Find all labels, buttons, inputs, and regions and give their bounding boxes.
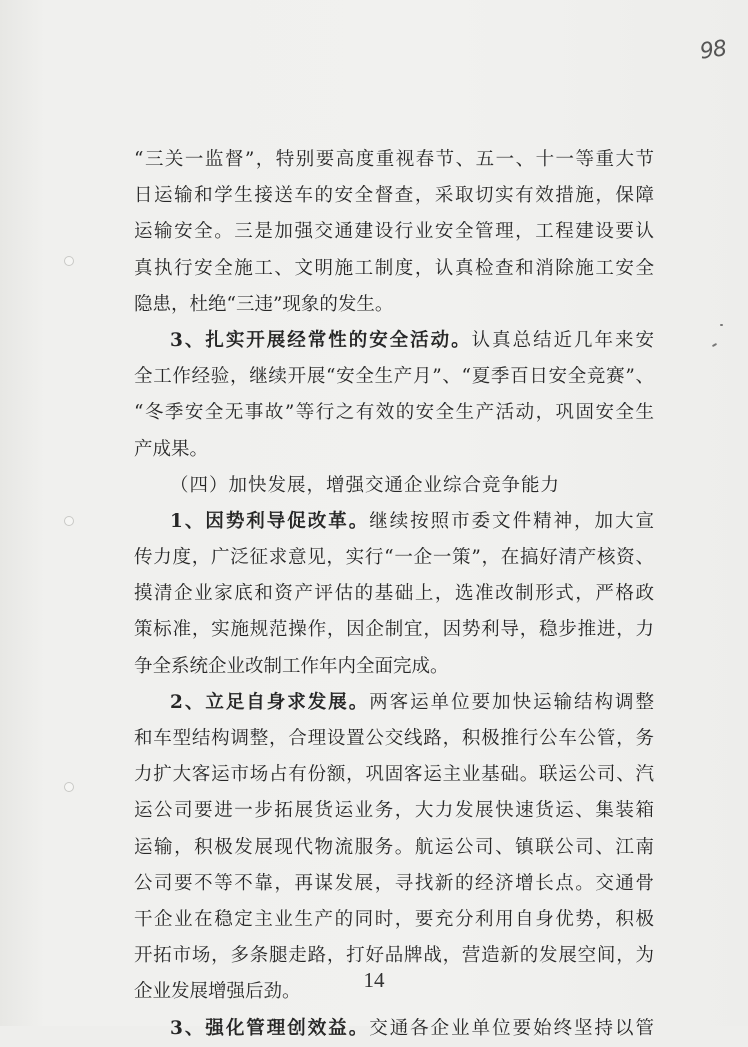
line-text: 产成果。 [134, 438, 209, 460]
document-body [134, 142, 654, 1047]
text-line [134, 757, 654, 793]
section-heading: （四）加快发展，增强交通企业综合竞争能力 [170, 474, 561, 496]
line-text: 两客运单位要加快运输结构调整 [369, 691, 656, 713]
line-text: “冬季安全无事故”等行之有效的安全生产活动，巩固安全生 [134, 402, 656, 424]
text-line [134, 830, 654, 866]
text-line [134, 902, 654, 938]
item-heading: 1、因势利导促改革。 [170, 510, 370, 532]
line-text: 交通各企业单位要始终坚持以管 [369, 1017, 656, 1039]
scan-speck [712, 343, 717, 347]
item-heading: 2、立足自身求发展。 [170, 691, 370, 713]
text-line [134, 793, 654, 829]
line-text: “三关一监督”，特别要高度重视春节、五一、十一等重大节 [134, 149, 656, 170]
text-line [134, 214, 654, 250]
text-line [134, 323, 654, 359]
text-line [134, 649, 654, 685]
text-line [134, 287, 654, 323]
text-line [134, 178, 654, 214]
line-text: 企业发展增强后劲。 [134, 981, 301, 1003]
binding-hole [64, 256, 74, 266]
line-text: 策标准，实施规范操作，因企制宜，因势利导，稳步推进，力 [134, 619, 655, 641]
line-text: 和车型结构调整，合理设置公交线路，积极推行公车公管，务 [134, 728, 655, 749]
line-text: 日运输和学生接送车的安全督查，采取切实有效措施，保障 [134, 185, 656, 207]
scan-speck [720, 324, 723, 326]
text-line [134, 576, 654, 612]
line-text: 运公司要进一步拓展货运业务，大力发展快速货运、集装箱 [134, 800, 656, 822]
handwritten-page-number: 98 [698, 36, 728, 65]
text-line [134, 866, 654, 902]
item-heading: 3、强化管理创效益。 [170, 1017, 370, 1039]
binding-hole [64, 516, 74, 526]
line-text: 继续按照市委文件精神，加大宣 [369, 510, 656, 532]
line-text: 开拓市场，多条腿走路，打好品牌战，营造新的发展空间，为 [134, 945, 655, 967]
text-line [134, 685, 654, 721]
text-line [134, 540, 654, 576]
line-text: 真执行安全施工、文明施工制度，认真检查和消除施工安全 [134, 257, 656, 279]
line-text: 运输，积极发展现代物流服务。航运公司、镇联公司、江南 [134, 836, 656, 858]
line-text: 公司要不等不靠，再谋发展，寻找新的经济增长点。交通骨 [134, 872, 656, 894]
text-line [134, 504, 654, 540]
line-text: 力扩大客运市场占有份额，巩固客运主业基础。联运公司、汽 [134, 764, 655, 786]
text-line [134, 251, 654, 287]
item-heading: 3、扎实开展经常性的安全活动。 [170, 329, 472, 351]
text-line [134, 721, 654, 757]
text-line [134, 1011, 654, 1047]
line-text: 干企业在稳定主业生产的同时，要充分利用自身优势，积极 [134, 908, 656, 930]
line-text: 全工作经验，继续开展“安全生产月”、“夏季百日安全竞赛”、 [134, 366, 655, 388]
binding-hole [64, 782, 74, 792]
line-text: 隐患，杜绝“三违”现象的发生。 [134, 293, 394, 315]
text-line [134, 142, 654, 178]
line-text: 运输安全。三是加强交通建设行业安全管理，工程建设要认 [134, 221, 656, 243]
line-text: 认真总结近几年来安 [471, 329, 656, 351]
page-number: 14 [363, 968, 385, 992]
text-line [134, 612, 654, 648]
text-line [134, 359, 654, 395]
text-line [134, 395, 654, 431]
line-text: 传力度，广泛征求意见，实行“一企一策”，在搞好清产核资、 [134, 547, 655, 569]
text-line [134, 432, 654, 468]
line-text: 争全系统企业改制工作年内全面完成。 [134, 655, 449, 677]
line-text: 摸清企业家底和资产评估的基础上，选准改制形式，严格政 [134, 583, 656, 605]
